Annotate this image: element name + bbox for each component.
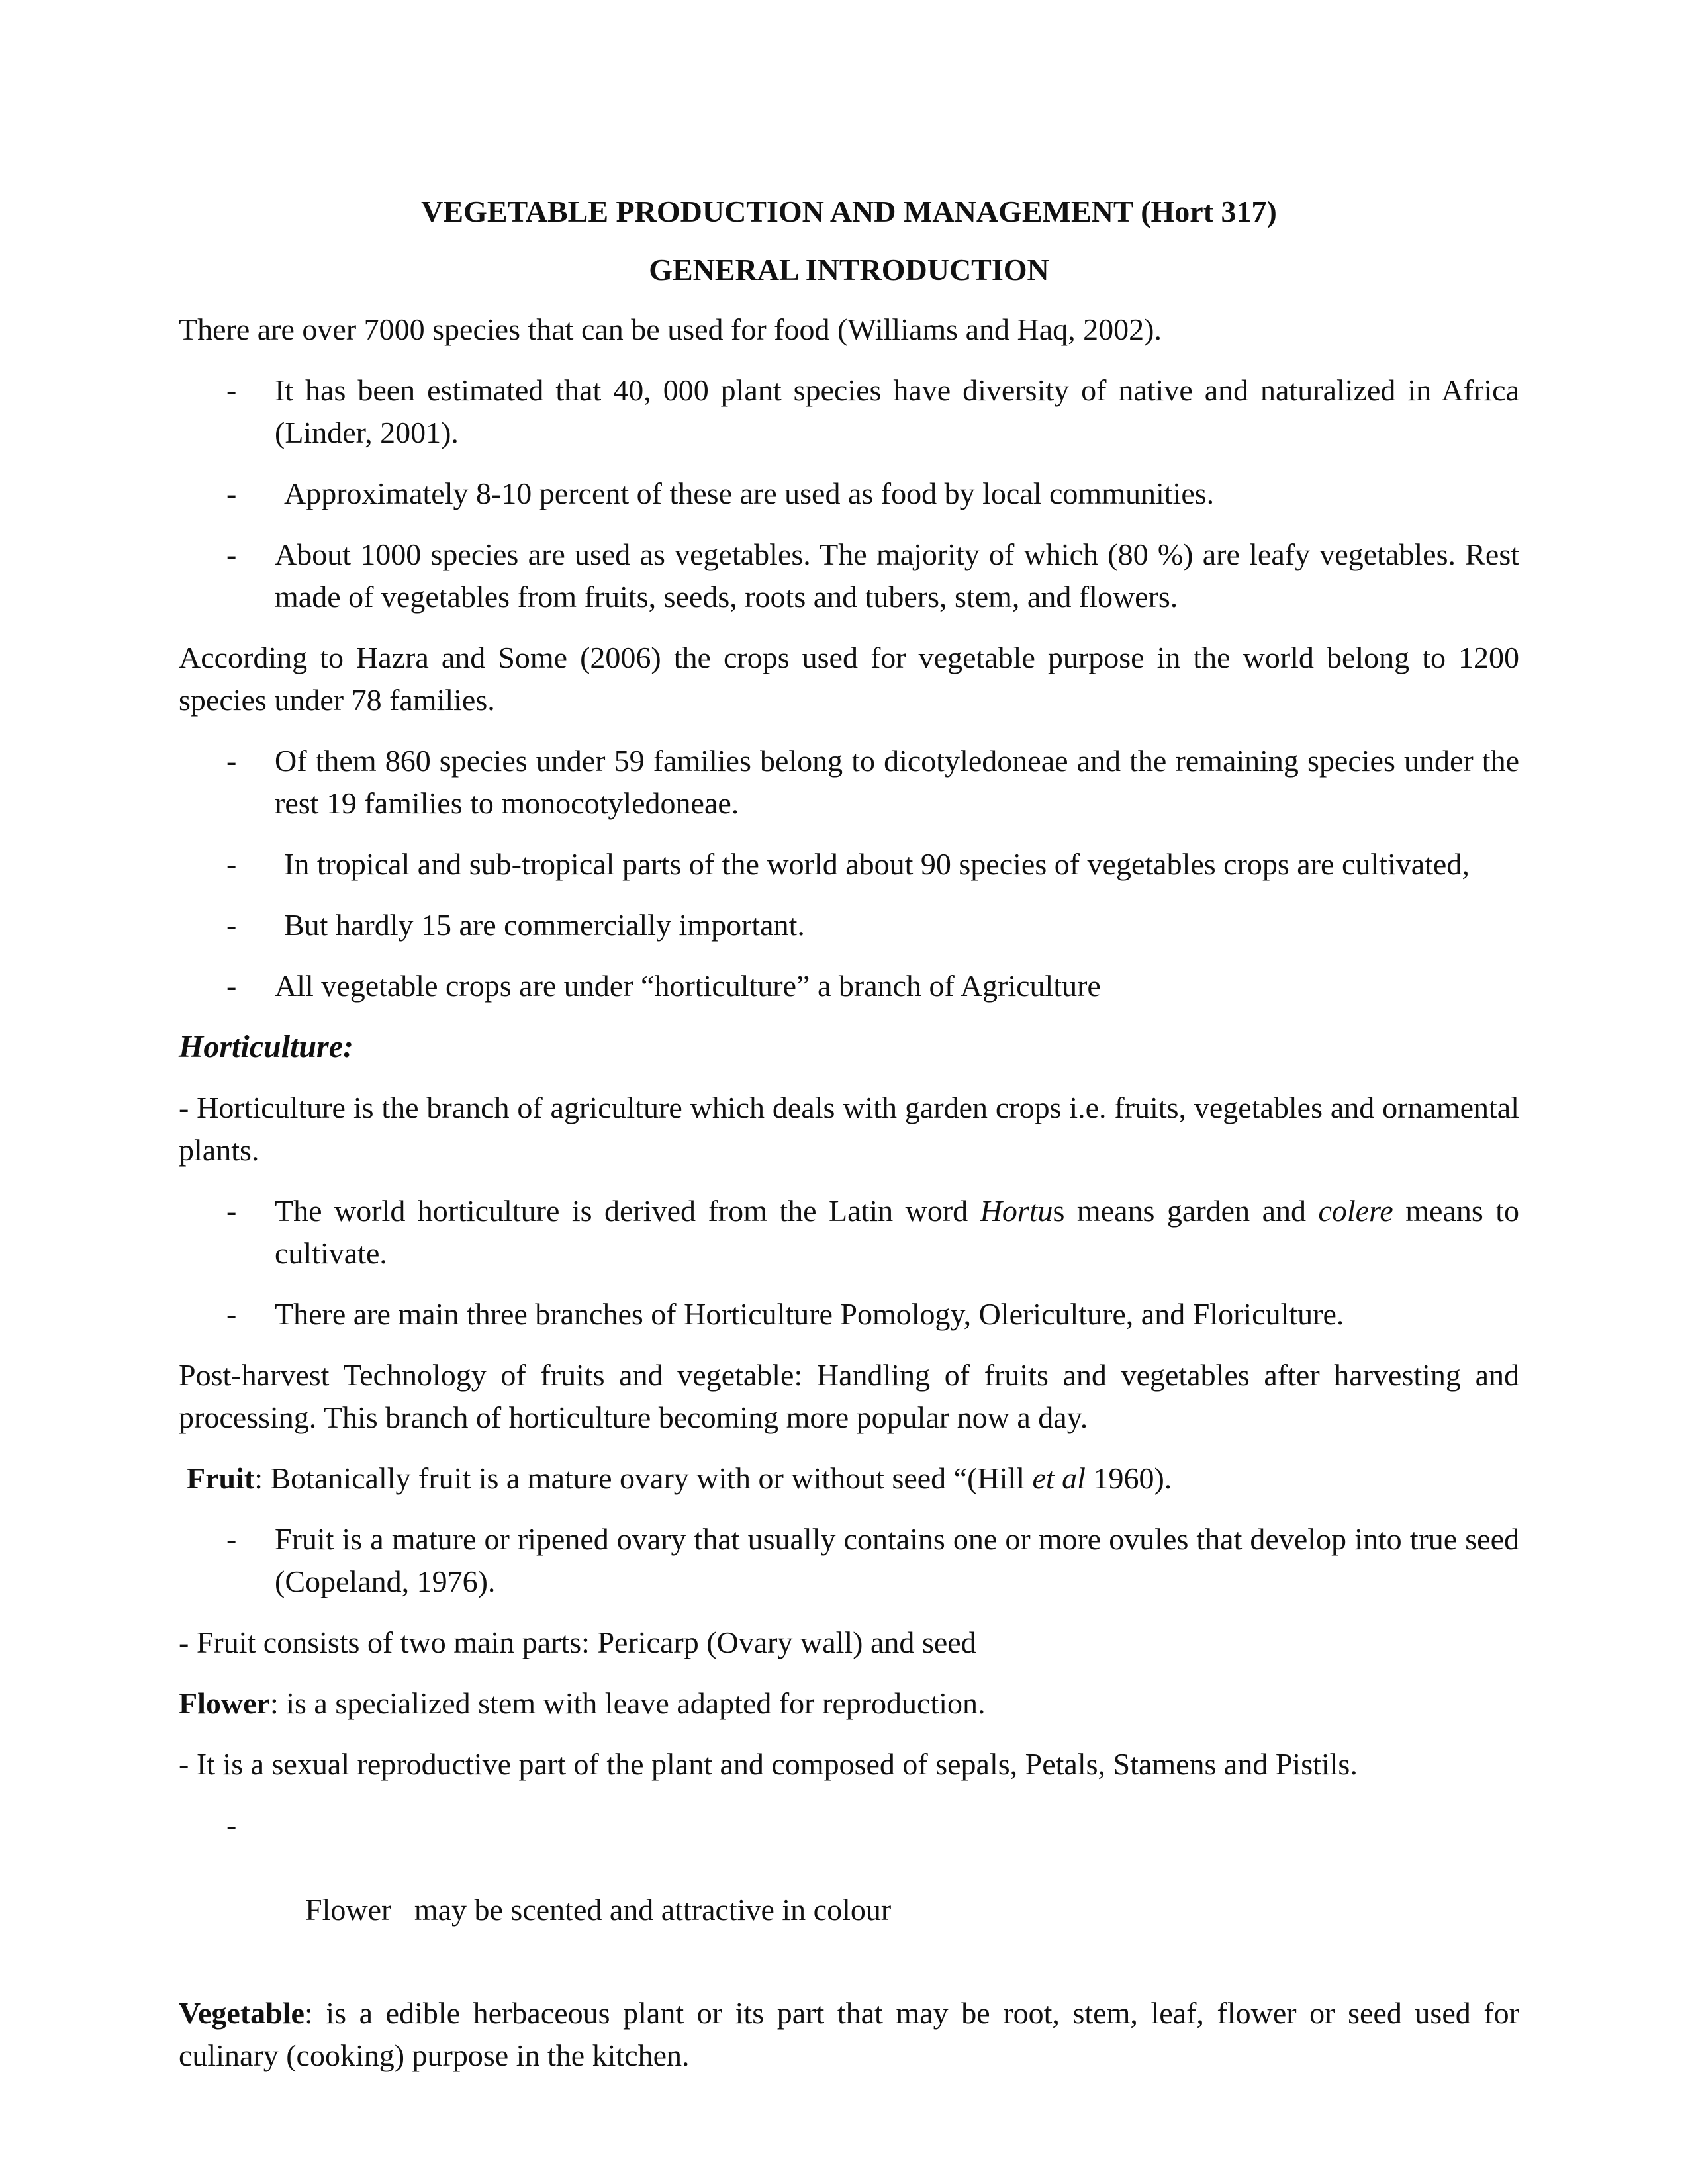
list-item: [179, 1518, 1519, 1603]
list-item-text: Approximately 8-10 percent of these are used as food by local communities.: [284, 477, 1215, 510]
fruit-text-before: : Botanically fruit is a mature ovary with or without seed “(Hill: [254, 1461, 1033, 1495]
vegetable-text: : is a edible herbaceous plant or its part that may be root, stem, leaf, flower or seed used for culinary (cooking) purpose in the kitchen.: [179, 1996, 1519, 2072]
bullet-dash: -: [226, 847, 237, 881]
fruit-text-after: 1960).: [1085, 1461, 1172, 1495]
vegetable-label: Vegetable: [179, 1996, 305, 2030]
fruit-parts-paragraph: - Fruit consists of two main parts: Pericarp (Ovary wall) and seed: [179, 1625, 976, 1659]
et-al-text: et al: [1032, 1461, 1086, 1495]
bullet-dash: -: [226, 908, 237, 942]
bullet-dash: -: [226, 1297, 237, 1331]
bullet-dash: -: [226, 1194, 237, 1228]
list-item-text: [275, 1194, 1519, 1270]
bullet-dash: -: [226, 969, 237, 1003]
flower-paragraph: [179, 1682, 1519, 1725]
document-page: [179, 192, 1519, 2095]
list-item-text: All vegetable crops are under “horticulture” a branch of Agriculture: [275, 969, 1101, 1003]
flower-text: : is a specialized stem with leave adapted for reproduction.: [269, 1686, 986, 1720]
horticulture-definition: - Horticulture is the branch of agriculture which deals with garden crops i.e. fruits, vegetables and ornamental plants.: [179, 1091, 1519, 1167]
list-item: [179, 369, 1519, 454]
list-item-text: In tropical and sub-tropical parts of the world about 90 species of vegetables crops are cultivated,: [284, 847, 1470, 881]
colere-word: colere: [1318, 1194, 1393, 1228]
latin-text-part3: means to cultivate.: [275, 1194, 1519, 1270]
bullet-dash: -: [226, 1808, 237, 1842]
list-item-text: Fruit is a mature or ripened ovary that usually contains one or more ovules that develop into true seed (Copeland, 1976).: [275, 1522, 1519, 1598]
list-item-text: There are main three branches of Horticulture Pomology, Olericulture, and Floriculture.: [275, 1297, 1344, 1331]
vegetable-paragraph: [179, 1992, 1519, 2077]
list-item-text: Of them 860 species under 59 families belong to dicotyledoneae and the remaining species under the rest 19 families to monocotyledoneae.: [275, 744, 1519, 820]
flower-label: Flower: [179, 1686, 270, 1720]
list-item: [179, 1190, 1519, 1275]
list-item-text: About 1000 species are used as vegetables. The majority of which (80 %) are leafy vegetables. Rest made of vegetables from fruits, seeds, roots and tubers, stem, and flowers.: [275, 537, 1519, 614]
bullet-dash: -: [226, 477, 237, 510]
bullet-dash: -: [226, 373, 237, 407]
bullet-dash: -: [226, 1522, 237, 1556]
postharvest-paragraph: Post-harvest Technology of fruits and vegetable: Handling of fruits and vegetables after harvesting and processing. This branch of horticulture becoming more popular now a day.: [179, 1358, 1519, 1434]
section-title-general-introduction: GENERAL INTRODUCTION: [649, 253, 1049, 287]
list-item: [179, 1293, 1519, 1336]
list-item-text: It has been estimated that 40, 000 plant species have diversity of native and naturalized in Africa (Linder, 2001).: [275, 373, 1519, 449]
hortus-word: Hortu: [980, 1194, 1053, 1228]
document-title: VEGETABLE PRODUCTION AND MANAGEMENT (Hort 317): [421, 195, 1277, 228]
list-item-text: Flower may be scented and attractive in colour: [305, 1893, 892, 1927]
bullet-dash: -: [226, 744, 237, 778]
list-item: [179, 965, 1519, 1007]
flower-sexual-paragraph: - It is a sexual reproductive part of the plant and composed of sepals, Petals, Stamens and Pistils.: [179, 1747, 1358, 1781]
fruit-paragraph: [179, 1457, 1519, 1500]
hazra-paragraph: According to Hazra and Some (2006) the crops used for vegetable purpose in the world belong to 1200 species under 78 families.: [179, 641, 1519, 717]
latin-text-part2: s means garden and: [1053, 1194, 1319, 1228]
list-item: [179, 740, 1519, 825]
list-item: [179, 533, 1519, 618]
horticulture-heading: Horticulture:: [179, 1029, 354, 1064]
list-item-text: But hardly 15 are commercially important.: [284, 908, 805, 942]
list-item: [179, 904, 1519, 946]
fruit-label: Fruit: [187, 1461, 255, 1495]
list-item: [179, 473, 1519, 515]
list-item: [179, 1804, 1519, 1974]
intro-paragraph: There are over 7000 species that can be used for food (Williams and Haq, 2002).: [179, 312, 1162, 346]
bullet-dash: -: [226, 537, 237, 571]
latin-text-part1: The world horticulture is derived from the Latin word: [275, 1194, 980, 1228]
list-item: [179, 843, 1519, 886]
